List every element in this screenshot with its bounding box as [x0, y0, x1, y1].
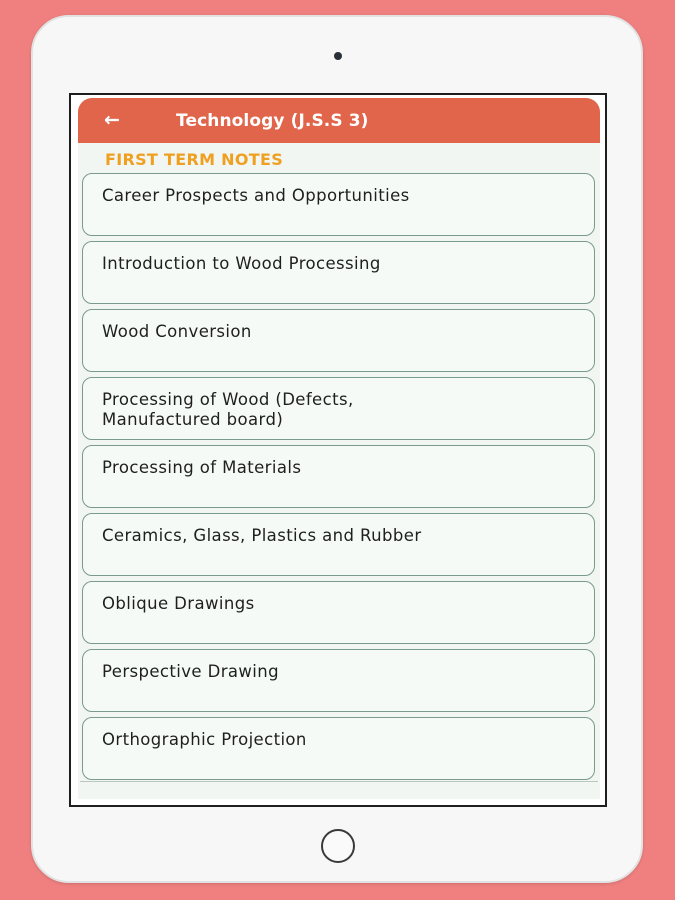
list-item-label: Career Prospects and Opportunities [102, 186, 410, 205]
list-item-label: Processing of Materials [102, 458, 302, 477]
list-item-label: Orthographic Projection [102, 730, 307, 749]
list-item[interactable] [82, 513, 595, 576]
camera-dot [334, 52, 342, 60]
list-item[interactable] [82, 377, 595, 440]
arrow-left-icon[interactable]: ← [104, 109, 120, 131]
list-item-label: Introduction to Wood Processing [102, 254, 381, 273]
list-item[interactable] [82, 309, 595, 372]
divider [80, 781, 598, 782]
list-item[interactable] [82, 581, 595, 644]
list-item[interactable] [82, 445, 595, 508]
list-item-label: Perspective Drawing [102, 662, 280, 681]
topic-list [82, 173, 597, 785]
list-item-label: Ceramics, Glass, Plastics and Rubber [102, 526, 422, 545]
list-item[interactable] [82, 649, 595, 712]
list-item-label: Wood Conversion [102, 322, 252, 341]
list-item[interactable] [82, 241, 595, 304]
list-item[interactable] [82, 173, 595, 236]
app-bar [78, 98, 600, 143]
list-item[interactable] [82, 717, 595, 780]
list-item-label: Processing of Wood (Defects, Manufactured board) [102, 390, 354, 429]
list-item-label: Oblique Drawings [102, 594, 255, 613]
home-button[interactable] [321, 829, 355, 863]
section-header: FIRST TERM NOTES [105, 150, 284, 169]
page-title: Technology (J.S.S 3) [176, 110, 369, 131]
app-screen [69, 93, 607, 807]
